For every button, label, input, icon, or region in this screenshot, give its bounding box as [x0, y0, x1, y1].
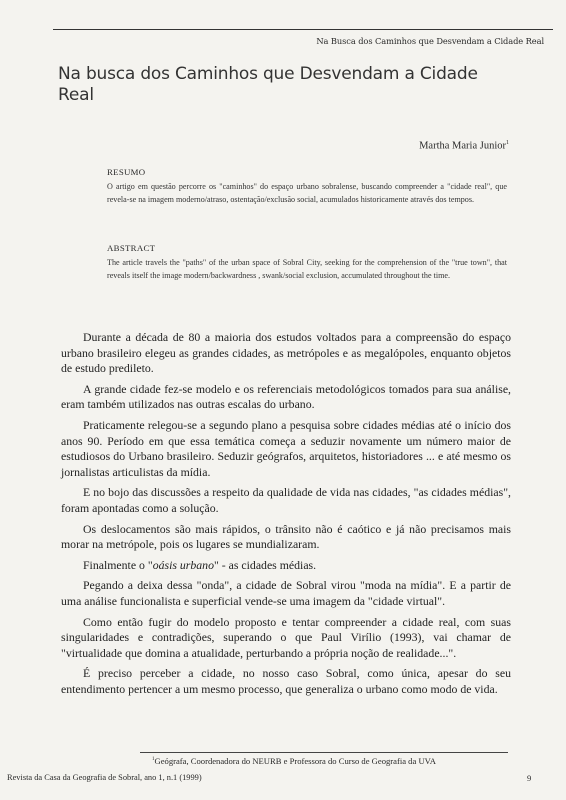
author-line [419, 140, 509, 152]
abstract-heading: ABSTRACT [107, 243, 156, 253]
author-note-mark: 1 [506, 140, 509, 146]
body-paragraph: E no bojo das discussões a respeito da qualidade de vida nas cidades, "as cidades médias", foram apontadas como a solução. [61, 485, 511, 515]
body-paragraph: Finalmente o "oásis urbano" - as cidades médias. [83, 557, 317, 572]
author-name: Martha Maria Junior [419, 140, 506, 152]
journal-citation: Revista da Casa da Geografia de Sobral, ano 1, n.1 (1999) [7, 773, 202, 782]
body-paragraph: A grande cidade fez-se modelo e os referenciais metodológicos tomados para sua análise, eram também utilizados nas outras escalas do urbano. [61, 381, 511, 412]
body-paragraph: Como então fugir do modelo proposto e tentar compreender a cidade real, com suas singularidades e contradições, superando o que Paul Virílio (1993), vai chamar de "virtualidade que domina a atualidade, perturbando a própria noção de realidade...". [61, 614, 511, 660]
emphasis-oasis-urbano: oásis urbano [152, 557, 214, 572]
article-title: Na busca dos Caminhos que Desvendam a Cidade Real [58, 64, 478, 105]
footnote [152, 756, 532, 766]
abstract-text: The article travels the "paths" of the urban space of Sobral City, seeking for the comprehension of the "true town", that reveals itself the image modern/backwardness , swank/social exclusion, accumulated throughout the time. [107, 258, 507, 281]
footnote-mark: 1 [152, 757, 155, 763]
header-rule [53, 29, 553, 30]
body-paragraph: Durante a década de 80 a maioria dos estudos voltados para a compreensão do espaço urbano brasileiro elegeu as grandes cidades, as metrópoles e as megalópoles, enquanto objetos de estudo predileto. [61, 330, 511, 376]
footnote-rule [140, 752, 508, 753]
body-paragraph: Os deslocamentos são mais rápidos, o trânsito não é caótico e já não precisamos mais morar na metrópole, pois os lugares se mundializaram. [61, 521, 511, 552]
footnote-text: Geógrafa, Coordenadora do NEURB e Professora do Curso de Geografia da UVA [154, 756, 436, 766]
body-paragraph: Praticamente relegou-se a segundo plano a pesquisa sobre cidades médias até o início dos anos 90. Período em que essa temática começa a seduzir novamente um número maior de estudiosos do Urbano brasileiro. Seduzir geógrafos, arquitetos, historiadores ... e até mesmo os jornalistas articulistas da mídia. [61, 417, 511, 479]
article-body [61, 330, 511, 702]
body-paragraph: Pegando a deixa dessa "onda", a cidade de Sobral virou "moda na mídia". E a partir de uma análise funcionalista e superficial vende-se uma imagem da "cidade virtual". [61, 578, 511, 608]
body-paragraph: É preciso perceber a cidade, no nosso caso Sobral, como única, apesar do seu entendimento pertencer a um mesmo processo, que generaliza o urbano como modo de vida. [61, 666, 511, 696]
resumo-text: O artigo em questão percorre os "caminhos" do espaço urbano sobralense, buscando compreender a "cidade real", que revela-se na imagem moderno/atraso, ostentação/exclusão social, acumulados historicamente através dos tempos. [107, 182, 507, 205]
page-number: 9 [527, 773, 532, 783]
running-head: Na Busca dos Caminhos que Desvendam a Cidade Real [316, 36, 544, 46]
resumo-heading: RESUMO [107, 167, 146, 177]
